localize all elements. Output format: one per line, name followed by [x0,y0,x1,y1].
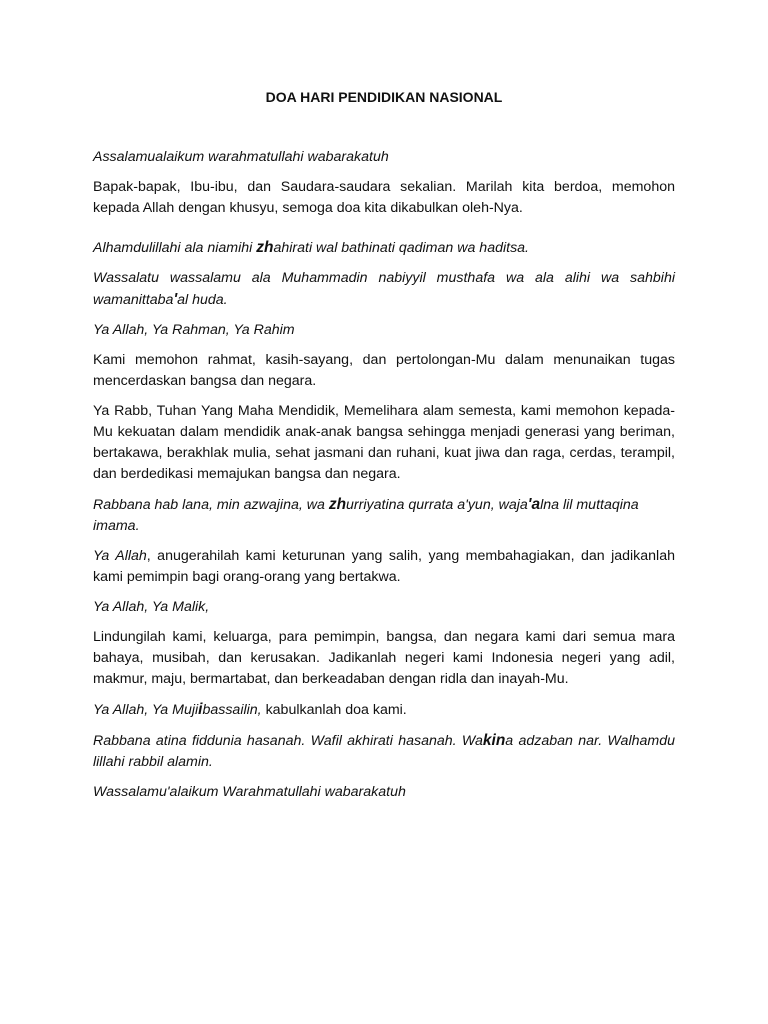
opening-greeting: Assalamualaikum warahmatullahi wabarakatuh [93,149,389,165]
document-title: DOA HARI PENDIDIKAN NASIONAL [265,89,503,105]
invocation-mujib [93,699,675,721]
rabbana1-emphasis-1: zh [328,496,347,513]
prayer3-text: , anugerahilah kami keturunan yang salih, yang membahagiakan, dan jadikanlah kami pemimpin bagi orang-orang yang bertakwa. [93,548,675,585]
shalawat-paragraph [93,268,675,311]
closing-greeting: Wassalamu'alaikum Warahmatullahi wabarakatuh [93,784,406,800]
rabbana1-emphasis-2: 'a [527,496,541,513]
prayer-paragraph-3 [93,546,675,588]
rabbana1-text-2: urriyatina qurrata a'yun, waja [346,497,528,513]
mujib-text-2: bassailin, [202,702,262,718]
rabbana-paragraph-1 [93,494,675,537]
hamdalah-text-1: Alhamdulillahi ala niamihi [93,240,257,256]
shalawat-text-1: Wassalatu wassalamu ala Muhammadin nabiyyil musthafa wa ala alihi wa sahbihi wamanittaba [93,270,675,308]
hamdalah-emphasis: zh [256,239,274,256]
mujib-text-1: Ya Allah, Ya Muji [93,702,199,718]
prayer-paragraph-1: Kami memohon rahmat, kasih-sayang, dan pertolongan-Mu dalam menunaikan tugas mencerdaskan bangsa dan negara. [93,352,675,389]
mujib-text-3: kabulkanlah doa kami. [261,702,407,718]
prayer3-invocation: Ya Allah [93,548,147,564]
mujib-emphasis: i [198,701,203,718]
rabbana1-text-3: lna lil muttaqina imama. [93,497,639,534]
invocation-rahman: Ya Allah, Ya Rahman, Ya Rahim [93,322,295,338]
document-body [93,88,675,812]
invocation-malik: Ya Allah, Ya Malik, [93,599,210,615]
rabbana1-text-1: Rabbana hab lana, min azwajina, wa [93,497,329,513]
hamdalah-paragraph [93,237,675,259]
shalawat-emphasis: ' [173,291,178,308]
rabbana2-emphasis: kin [482,732,506,749]
intro-paragraph: Bapak-bapak, Ibu-ibu, dan Saudara-saudara sekalian. Marilah kita berdoa, memohon kepada Allah dengan khusyu, semoga doa kita dikabulkan oleh-Nya. [93,179,675,216]
shalawat-text-2: al huda. [177,292,228,308]
rabbana2-text-2: a adzaban nar. Walhamdu lillahi rabbil alamin. [93,733,675,770]
rabbana2-text-1: Rabbana atina fiddunia hasanah. Wafil akhirati hasanah. Wa [93,733,483,749]
hamdalah-text-2: ahirati wal bathinati qadiman wa haditsa. [273,240,529,256]
rabbana-paragraph-2 [93,730,675,773]
prayer-paragraph-4: Lindungilah kami, keluarga, para pemimpin, bangsa, dan negara kami dari semua mara bahaya, musibah, dan kerusakan. Jadikanlah negeri kami Indonesia negeri yang adil, makmur, maju, bermartabat, dan berkeadaban dengan ridla dan inayah-Mu. [93,629,675,687]
prayer-paragraph-2: Ya Rabb, Tuhan Yang Maha Mendidik, Memelihara alam semesta, kami memohon kepada-Mu kekuatan dalam mendidik anak-anak bangsa sehingga menjadi generasi yang beriman, bertakawa, berakhlak mulia, sehat jasmani dan ruhani, kuat jiwa dan raga, cerdas, terampil, dan berdedikasi memajukan bangsa dan negara. [93,403,675,482]
